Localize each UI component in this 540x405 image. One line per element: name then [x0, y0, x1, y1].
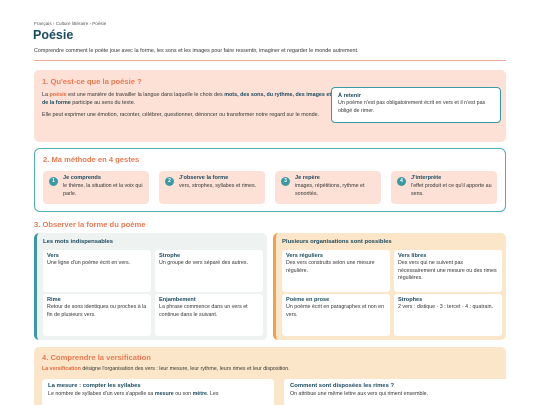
card-vers — [43, 250, 151, 292]
title-divider — [34, 60, 506, 61]
panel-vocabulary — [34, 233, 267, 340]
breadcrumb: Français › Culture littéraire › Poésie — [34, 21, 107, 26]
section-definition-title: 1. Qu'est-ce que la poésie ? — [42, 77, 142, 86]
step-title: J'observe la forme — [179, 175, 229, 181]
section-versification — [34, 347, 506, 405]
method-step-4 — [391, 171, 497, 204]
step-text: l'effet produit et ce qu'il apporte au sens. — [411, 183, 492, 197]
retenir-text: Un poème n'est pas obligatoirement écrit en vers et il n'est pas obligé de rimer. — [338, 100, 486, 114]
step-title: Je repère — [295, 175, 320, 181]
section-versification-title: 4. Comprendre la versification — [42, 353, 151, 362]
retenir-title: À retenir — [338, 93, 362, 99]
card-title: Vers libres — [398, 253, 427, 259]
text-fragment: est une manière de travailler la langue dans laquelle le choix des — [66, 92, 225, 98]
emphasis-text: mesure — [154, 391, 174, 397]
card-title: La mesure : compter les syllabes — [48, 383, 141, 389]
card-text: Une ligne d'un poème écrit en vers. — [47, 260, 131, 266]
section-method-title: 2. Ma méthode en 4 gestes — [43, 155, 140, 164]
section-form-title: 3. Observer la forme du poème — [34, 220, 146, 229]
card-title: Enjambement — [159, 297, 196, 303]
step-text: images, répétitions, rythme et sonorités. — [295, 183, 365, 197]
card-text: Un poème écrit en paragraphes et non en vers. — [286, 304, 385, 318]
section-definition — [34, 70, 506, 142]
method-step-3 — [275, 171, 381, 204]
card-text: Retour de sons identiques ou proches à la fin de plusieurs vers. — [47, 304, 147, 318]
card-strophes — [394, 294, 502, 336]
card-vers-libres — [394, 250, 502, 292]
card-title: Rime — [47, 297, 61, 303]
step-number-badge: 2 — [165, 177, 174, 186]
panel-organisations-title: Plusieurs organisations sont possibles — [282, 239, 392, 245]
panel-vocabulary-title: Les mots indispensables — [43, 239, 114, 245]
method-step-2 — [159, 171, 265, 204]
keyword-poesie: poésie — [49, 92, 67, 98]
step-title: J'interprète — [411, 175, 442, 181]
step-title: Je comprends — [63, 175, 101, 181]
text-fragment: participe au sens du texte. — [70, 100, 136, 106]
card-title: Comment sont disposées les rimes ? — [290, 383, 395, 389]
card-text: Des vers qui ne suivent pas nécessairement une mesure ou des rimes régulières. — [398, 260, 497, 282]
step-number-badge: 4 — [397, 177, 406, 186]
card-mesure — [42, 379, 274, 405]
method-step-1 — [43, 171, 149, 204]
versification-intro — [42, 366, 290, 372]
text-fragment: . Les — [207, 391, 219, 397]
emphasis-text: mots, des sons, du rythme, des images et de la forme — [42, 92, 332, 106]
card-disposition-rimes — [284, 379, 516, 405]
card-text: Des vers construits selon une mesure régulière. — [286, 260, 375, 274]
card-text: La phrase commence dans un vers et continue dans le suivant. — [159, 304, 248, 318]
text-fragment: Le nombre de syllabes d'un vers s'appelle sa — [48, 391, 155, 397]
emphasis-text: mètre — [192, 391, 208, 397]
card-vers-reguliers — [282, 250, 390, 292]
definition-paragraph — [42, 91, 332, 107]
card-poeme-en-prose — [282, 294, 390, 336]
card-title: Vers — [47, 253, 59, 259]
section-method — [34, 148, 506, 212]
card-enjambement — [155, 294, 263, 336]
text-fragment: désigne l'organisation des vers : leur mesure, leur rythme, leurs rimes et leur disposition. — [80, 366, 290, 372]
card-title: Strophes — [398, 297, 423, 303]
step-number-badge: 3 — [281, 177, 290, 186]
card-text: Un groupe de vers séparé des autres. — [159, 260, 248, 266]
purpose-paragraph: Elle peut exprimer une émotion, raconter, célébrer, questionner, dénoncer ou transformer notre regard sur le monde. — [42, 112, 320, 118]
keyword-versification: La versification — [42, 366, 81, 372]
retenir-box — [331, 87, 501, 123]
card-title: Vers réguliers — [286, 253, 324, 259]
card-strophe — [155, 250, 263, 292]
step-number-badge: 1 — [49, 177, 58, 186]
page-title: Poésie — [33, 28, 74, 42]
step-text: vers, strophes, syllabes et rimes. — [179, 183, 257, 189]
card-text — [48, 391, 268, 399]
panel-organisations — [273, 233, 506, 340]
card-text: On attribue une même lettre aux vers qui riment ensemble. — [290, 391, 429, 397]
text-fragment: La — [42, 92, 50, 98]
card-text: 2 vers : distique · 3 : tercet · 4 : quatrain. — [398, 304, 494, 310]
text-fragment: ou son — [173, 391, 193, 397]
card-title: Strophe — [159, 253, 181, 259]
step-text: le thème, la situation et la voix qui parle. — [63, 183, 143, 197]
card-rime — [43, 294, 151, 336]
page-intro: Comprendre comment le poète joue avec la forme, les sons et les images pour faire ressentir, imaginer et regarder le monde autrement. — [34, 48, 359, 54]
card-title: Poème en prose — [286, 297, 330, 303]
